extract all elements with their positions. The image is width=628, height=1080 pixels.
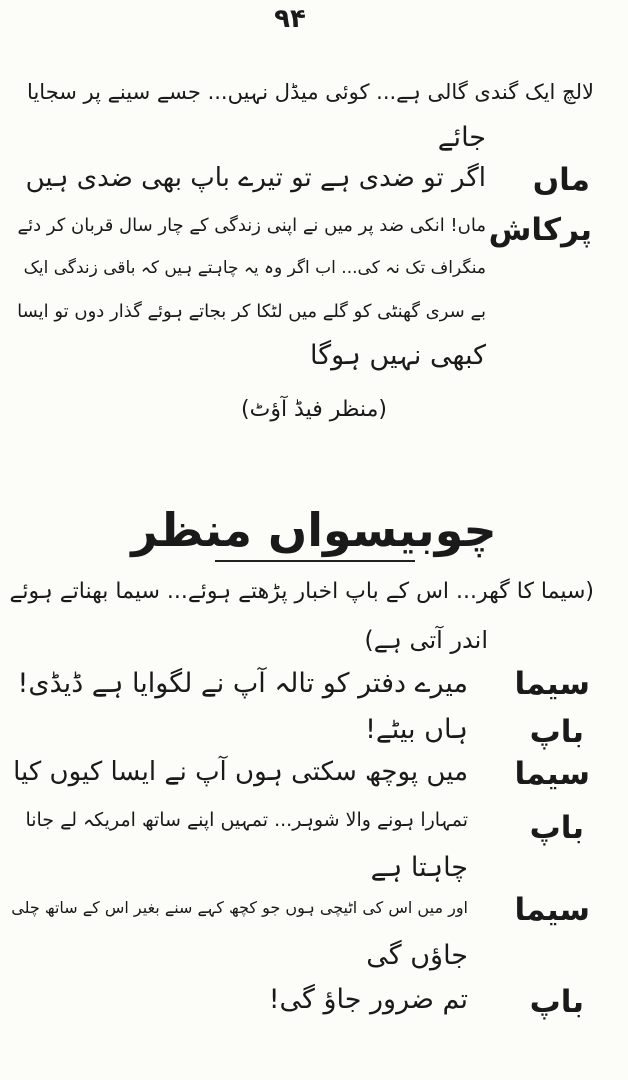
dialogue-line: منگراف تک نہ کی... اب اگر وہ یہ چاہتے ہیں کہ باقی زندگی ایک	[23, 258, 486, 278]
scene-fade-out: (منظر فیڈ آؤٹ)	[241, 397, 387, 422]
dialogue-line: جاؤں گی	[366, 940, 468, 971]
speaker-seema: سیما	[514, 892, 590, 928]
stage-direction: اندر آتی ہے)	[364, 626, 488, 654]
speaker-baap: باپ	[529, 810, 584, 846]
stage-direction: (سیما کا گھر... اس کے باپ اخبار پڑھتے ہوئے... سیما بھناتے ہوئے	[9, 579, 594, 604]
dialogue-line: میں پوچھ سکتی ہوں آپ نے ایسا کیوں کیا	[13, 757, 468, 787]
page-number: ۹۴	[274, 4, 306, 34]
dialogue-line: لالچ ایک گندی گالی ہے... کوئی میڈل نہیں... جسے سینے پر سجایا	[27, 80, 594, 104]
dialogue-line: تم ضرور جاؤ گی!	[268, 984, 468, 1015]
dialogue-line: تمہارا ہونے والا شوہر... تمہیں اپنے ساتھ امریکہ لے جانا	[25, 809, 468, 831]
dialogue-line: ہاں بیٹے!	[365, 714, 468, 745]
speaker-baap: باپ	[529, 714, 584, 750]
dialogue-line: چاہتا ہے	[370, 852, 468, 883]
speaker-seema: سیما	[514, 666, 590, 702]
dialogue-line: ماں! انکی ضد پر میں نے اپنی زندگی کے چار سال قربان کر دئے	[17, 215, 486, 236]
dialogue-line: کبھی نہیں ہوگا	[309, 340, 486, 371]
dialogue-line: جائے	[437, 122, 486, 153]
dialogue-line: میرے دفتر کو تالہ آپ نے لگوایا ہے ڈیڈی!	[17, 668, 468, 699]
speaker-baap: باپ	[529, 984, 584, 1020]
title-underline	[215, 560, 415, 562]
dialogue-line: اگر تو ضدی ہے تو تیرے باپ بھی ضدی ہیں	[25, 163, 486, 193]
scene-title: چوبیسواں منظر	[131, 503, 497, 557]
speaker-maan: ماں	[532, 162, 590, 198]
speaker-seema: سیما	[514, 756, 590, 792]
speaker-parkash: پرکاش	[488, 212, 592, 248]
dialogue-line: بے سری گھنٹی کو گلے میں لٹکا کر بجاتے ہوئے گذار دوں تو ایسا	[17, 301, 486, 322]
dialogue-line: اور میں اس کی اٹیچی ہوں جو کچھ کہے سنے بغیر اس کے ساتھ چلی	[11, 898, 468, 917]
